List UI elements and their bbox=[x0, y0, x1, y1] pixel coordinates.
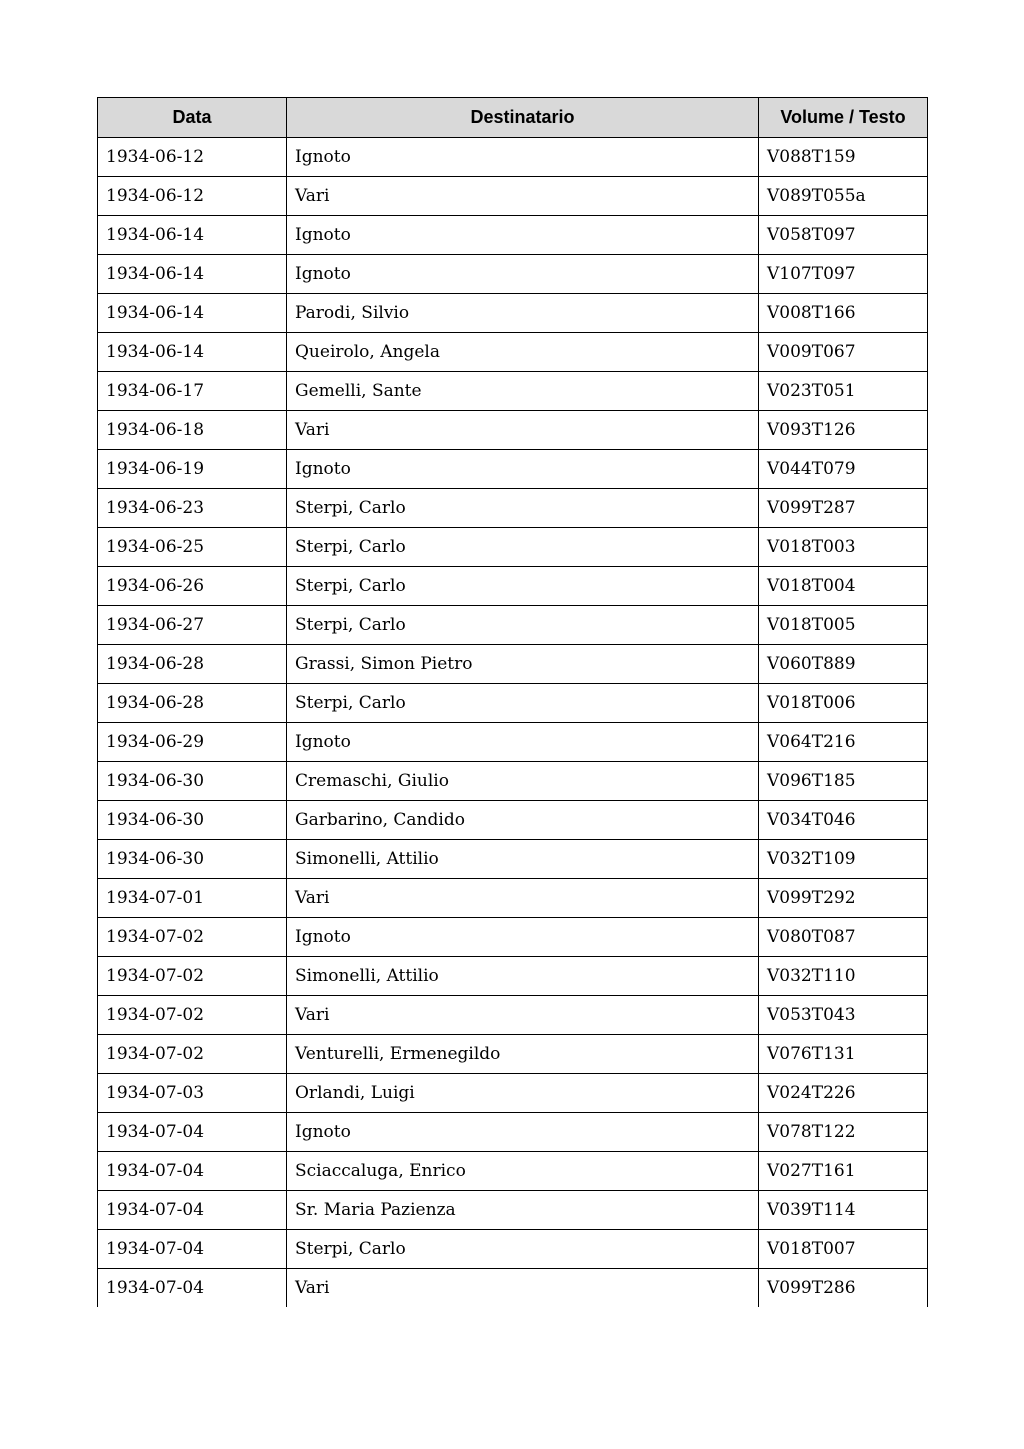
cell-recipient: Queirolo, Angela bbox=[287, 333, 759, 372]
cell-date: 1934-07-02 bbox=[98, 957, 287, 996]
cell-volume: V078T122 bbox=[759, 1113, 928, 1152]
cell-recipient: Vari bbox=[287, 411, 759, 450]
cell-volume: V099T287 bbox=[759, 489, 928, 528]
cell-volume: V027T161 bbox=[759, 1152, 928, 1191]
cell-date: 1934-07-04 bbox=[98, 1113, 287, 1152]
cell-volume: V058T097 bbox=[759, 216, 928, 255]
table-row bbox=[98, 372, 928, 411]
cell-date: 1934-06-30 bbox=[98, 762, 287, 801]
cell-date: 1934-07-03 bbox=[98, 1074, 287, 1113]
table-header bbox=[98, 98, 928, 138]
header-row bbox=[98, 98, 928, 138]
table-row bbox=[98, 762, 928, 801]
cell-date: 1934-06-19 bbox=[98, 450, 287, 489]
cell-recipient: Ignoto bbox=[287, 138, 759, 177]
cell-recipient: Simonelli, Attilio bbox=[287, 840, 759, 879]
cell-recipient: Sr. Maria Pazienza bbox=[287, 1191, 759, 1230]
table-row bbox=[98, 801, 928, 840]
cell-recipient: Ignoto bbox=[287, 1113, 759, 1152]
cell-volume: V060T889 bbox=[759, 645, 928, 684]
cell-volume: V088T159 bbox=[759, 138, 928, 177]
cell-recipient: Cremaschi, Giulio bbox=[287, 762, 759, 801]
cell-volume: V008T166 bbox=[759, 294, 928, 333]
table-row bbox=[98, 489, 928, 528]
cell-date: 1934-06-14 bbox=[98, 216, 287, 255]
cell-recipient: Ignoto bbox=[287, 723, 759, 762]
cell-recipient: Ignoto bbox=[287, 216, 759, 255]
table-row bbox=[98, 996, 928, 1035]
cell-recipient: Vari bbox=[287, 177, 759, 216]
cell-recipient: Sterpi, Carlo bbox=[287, 489, 759, 528]
cell-volume: V080T087 bbox=[759, 918, 928, 957]
cell-volume: V089T055a bbox=[759, 177, 928, 216]
table-row bbox=[98, 216, 928, 255]
table-row bbox=[98, 333, 928, 372]
cell-volume: V107T097 bbox=[759, 255, 928, 294]
table-row bbox=[98, 528, 928, 567]
cell-date: 1934-07-04 bbox=[98, 1269, 287, 1308]
cell-volume: V018T005 bbox=[759, 606, 928, 645]
cell-recipient: Grassi, Simon Pietro bbox=[287, 645, 759, 684]
cell-volume: V044T079 bbox=[759, 450, 928, 489]
table-row bbox=[98, 918, 928, 957]
cell-date: 1934-06-30 bbox=[98, 840, 287, 879]
table-row bbox=[98, 294, 928, 333]
cell-date: 1934-06-29 bbox=[98, 723, 287, 762]
cell-recipient: Sterpi, Carlo bbox=[287, 1230, 759, 1269]
cell-volume: V023T051 bbox=[759, 372, 928, 411]
table-row bbox=[98, 1191, 928, 1230]
table-row bbox=[98, 567, 928, 606]
cell-volume: V096T185 bbox=[759, 762, 928, 801]
cell-date: 1934-07-02 bbox=[98, 996, 287, 1035]
cell-volume: V018T006 bbox=[759, 684, 928, 723]
cell-recipient: Ignoto bbox=[287, 918, 759, 957]
table-row bbox=[98, 1269, 928, 1308]
cell-volume: V018T007 bbox=[759, 1230, 928, 1269]
table-row bbox=[98, 879, 928, 918]
cell-date: 1934-07-04 bbox=[98, 1230, 287, 1269]
cell-date: 1934-07-02 bbox=[98, 918, 287, 957]
cell-volume: V018T003 bbox=[759, 528, 928, 567]
table-row bbox=[98, 684, 928, 723]
table-row bbox=[98, 138, 928, 177]
table-row bbox=[98, 177, 928, 216]
cell-recipient: Ignoto bbox=[287, 255, 759, 294]
cell-recipient: Sterpi, Carlo bbox=[287, 528, 759, 567]
cell-recipient: Simonelli, Attilio bbox=[287, 957, 759, 996]
cell-date: 1934-07-01 bbox=[98, 879, 287, 918]
cell-date: 1934-06-23 bbox=[98, 489, 287, 528]
cell-volume: V053T043 bbox=[759, 996, 928, 1035]
cell-volume: V076T131 bbox=[759, 1035, 928, 1074]
cell-volume: V032T109 bbox=[759, 840, 928, 879]
cell-recipient: Parodi, Silvio bbox=[287, 294, 759, 333]
cell-recipient: Sterpi, Carlo bbox=[287, 567, 759, 606]
cell-date: 1934-06-28 bbox=[98, 645, 287, 684]
cell-recipient: Orlandi, Luigi bbox=[287, 1074, 759, 1113]
cell-date: 1934-06-28 bbox=[98, 684, 287, 723]
cell-date: 1934-06-30 bbox=[98, 801, 287, 840]
cell-volume: V064T216 bbox=[759, 723, 928, 762]
cell-date: 1934-06-17 bbox=[98, 372, 287, 411]
cell-recipient: Venturelli, Ermenegildo bbox=[287, 1035, 759, 1074]
table-row bbox=[98, 1035, 928, 1074]
cell-volume: V093T126 bbox=[759, 411, 928, 450]
cell-date: 1934-07-04 bbox=[98, 1152, 287, 1191]
table-row bbox=[98, 957, 928, 996]
table-row bbox=[98, 450, 928, 489]
cell-date: 1934-07-02 bbox=[98, 1035, 287, 1074]
cell-date: 1934-06-26 bbox=[98, 567, 287, 606]
cell-recipient: Garbarino, Candido bbox=[287, 801, 759, 840]
cell-date: 1934-06-12 bbox=[98, 138, 287, 177]
cell-recipient: Ignoto bbox=[287, 450, 759, 489]
cell-recipient: Vari bbox=[287, 1269, 759, 1308]
cell-date: 1934-06-25 bbox=[98, 528, 287, 567]
cell-date: 1934-06-27 bbox=[98, 606, 287, 645]
cell-recipient: Vari bbox=[287, 879, 759, 918]
table-row bbox=[98, 411, 928, 450]
letters-table bbox=[97, 97, 928, 1307]
cell-volume: V099T286 bbox=[759, 1269, 928, 1308]
cell-volume: V009T067 bbox=[759, 333, 928, 372]
column-header-volume: Volume / Testo bbox=[759, 98, 928, 138]
cell-volume: V024T226 bbox=[759, 1074, 928, 1113]
table-row bbox=[98, 1152, 928, 1191]
table-row bbox=[98, 840, 928, 879]
table-row bbox=[98, 606, 928, 645]
cell-date: 1934-06-18 bbox=[98, 411, 287, 450]
cell-recipient: Sciaccaluga, Enrico bbox=[287, 1152, 759, 1191]
cell-volume: V099T292 bbox=[759, 879, 928, 918]
table-row bbox=[98, 1113, 928, 1152]
cell-date: 1934-06-14 bbox=[98, 333, 287, 372]
table-body bbox=[98, 138, 928, 1308]
cell-recipient: Sterpi, Carlo bbox=[287, 606, 759, 645]
cell-volume: V039T114 bbox=[759, 1191, 928, 1230]
column-header-date: Data bbox=[98, 98, 287, 138]
cell-recipient: Vari bbox=[287, 996, 759, 1035]
table-row bbox=[98, 255, 928, 294]
table-row bbox=[98, 1230, 928, 1269]
cell-volume: V034T046 bbox=[759, 801, 928, 840]
cell-date: 1934-06-12 bbox=[98, 177, 287, 216]
cell-date: 1934-06-14 bbox=[98, 294, 287, 333]
cell-volume: V018T004 bbox=[759, 567, 928, 606]
column-header-recipient: Destinatario bbox=[287, 98, 759, 138]
table-row bbox=[98, 1074, 928, 1113]
cell-date: 1934-06-14 bbox=[98, 255, 287, 294]
table-row bbox=[98, 723, 928, 762]
cell-recipient: Gemelli, Sante bbox=[287, 372, 759, 411]
table-row bbox=[98, 645, 928, 684]
cell-recipient: Sterpi, Carlo bbox=[287, 684, 759, 723]
cell-volume: V032T110 bbox=[759, 957, 928, 996]
cell-date: 1934-07-04 bbox=[98, 1191, 287, 1230]
